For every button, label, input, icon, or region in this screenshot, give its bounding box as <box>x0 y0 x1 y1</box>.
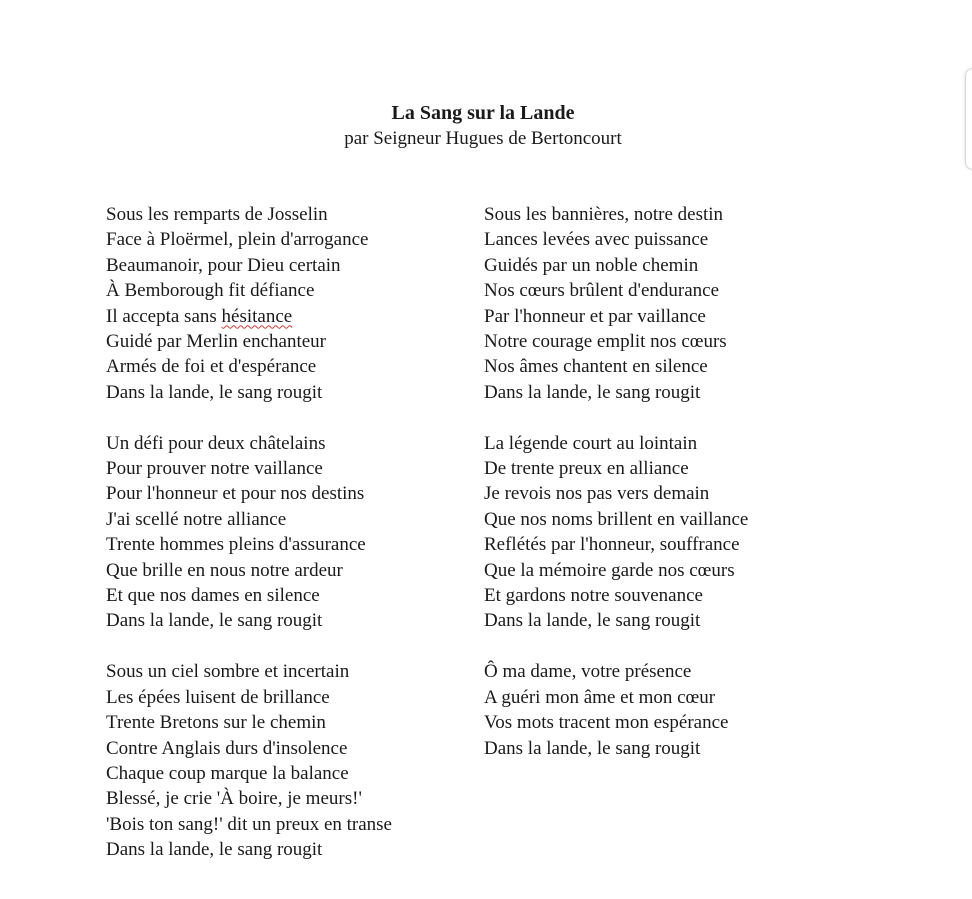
poem-line: Un défi pour deux châtelains <box>106 432 326 454</box>
poem-line-text: Il accepta sans <box>106 305 222 327</box>
poem-line: Contre Anglais durs d'insolence <box>106 737 348 759</box>
misspelled-word[interactable]: hésitance <box>221 305 293 327</box>
poem-line: Et que nos dames en silence <box>106 585 320 607</box>
poem-line: Beaumanoir, pour Dieu certain <box>106 254 341 276</box>
poem-column-left <box>106 202 392 888</box>
poem-column-right <box>484 202 748 786</box>
poem-line: Guidé par Merlin enchanteur <box>106 331 326 353</box>
stanza <box>106 659 392 862</box>
stanza <box>484 202 748 405</box>
poem-line: Nos cœurs brûlent d'endurance <box>484 280 720 302</box>
poem-line: Reflétés par l'honneur, souffrance <box>484 534 740 556</box>
poem-line: Vos mots tracent mon espérance <box>484 712 729 734</box>
poem-line: Sous les bannières, notre destin <box>484 204 724 225</box>
poem-line: Que nos noms brillent en vaillance <box>484 508 749 530</box>
poem-line: Par l'honneur et par vaillance <box>484 305 706 327</box>
poem-line: Dans la lande, le sang rougit <box>484 381 701 403</box>
poem-line: La légende court au lointain <box>484 432 698 454</box>
poem-line: Dans la lande, le sang rougit <box>484 737 701 759</box>
poem-line: Trente hommes pleins d'assurance <box>106 534 366 556</box>
poem-line <box>106 304 392 329</box>
poem-line: Sous les remparts de Josselin <box>106 204 328 225</box>
stanza <box>106 202 392 405</box>
poem-line: Face à Ploërmel, plein d'arrogance <box>106 229 369 251</box>
poem-line: Notre courage emplit nos cœurs <box>484 331 727 353</box>
side-panel-tab[interactable] <box>965 68 972 170</box>
poem-line: J'ai scellé notre alliance <box>106 508 287 530</box>
poem-line: Chaque coup marque la balance <box>106 762 349 784</box>
poem-line: Lances levées avec puissance <box>484 229 709 251</box>
poem-line: Et gardons notre souvenance <box>484 585 703 607</box>
poem-line: Trente Bretons sur le chemin <box>106 712 326 734</box>
poem-line: Blessé, je crie 'À boire, je meurs!' <box>106 788 362 810</box>
stanza <box>106 431 392 634</box>
poem-line: Dans la lande, le sang rougit <box>106 839 323 861</box>
poem-line: Sous un ciel sombre et incertain <box>106 661 350 683</box>
poem-line: Armés de foi et d'espérance <box>106 356 317 378</box>
poem-line: Pour l'honneur et pour nos destins <box>106 483 365 505</box>
poem-line: A guéri mon âme et mon cœur <box>484 686 716 708</box>
poem-line: Nos âmes chantent en silence <box>484 356 708 378</box>
poem-line: De trente preux en alliance <box>484 458 689 480</box>
poem-line: Que la mémoire garde nos cœurs <box>484 559 735 581</box>
stanza <box>484 659 748 761</box>
poem-line: Guidés par un noble chemin <box>484 254 699 276</box>
poem-line: Que brille en nous notre ardeur <box>106 559 343 581</box>
poem-line: Je revois nos pas vers demain <box>484 483 710 505</box>
poem-title: La Sang sur la Lande <box>391 102 575 124</box>
poem-line: À Bemborough fit défiance <box>106 280 315 302</box>
poem-line: Pour prouver notre vaillance <box>106 458 323 480</box>
poem-line: 'Bois ton sang!' dit un preux en transe <box>106 813 392 835</box>
poem-line: Dans la lande, le sang rougit <box>106 610 323 632</box>
poem-line: Les épées luisent de brillance <box>106 686 330 708</box>
poem-line: Dans la lande, le sang rougit <box>484 610 701 632</box>
stanza <box>484 431 748 634</box>
poem-author: par Seigneur Hugues de Bertoncourt <box>344 128 622 149</box>
poem-line: Ô ma dame, votre présence <box>484 661 692 683</box>
poem-line: Dans la lande, le sang rougit <box>106 381 323 403</box>
